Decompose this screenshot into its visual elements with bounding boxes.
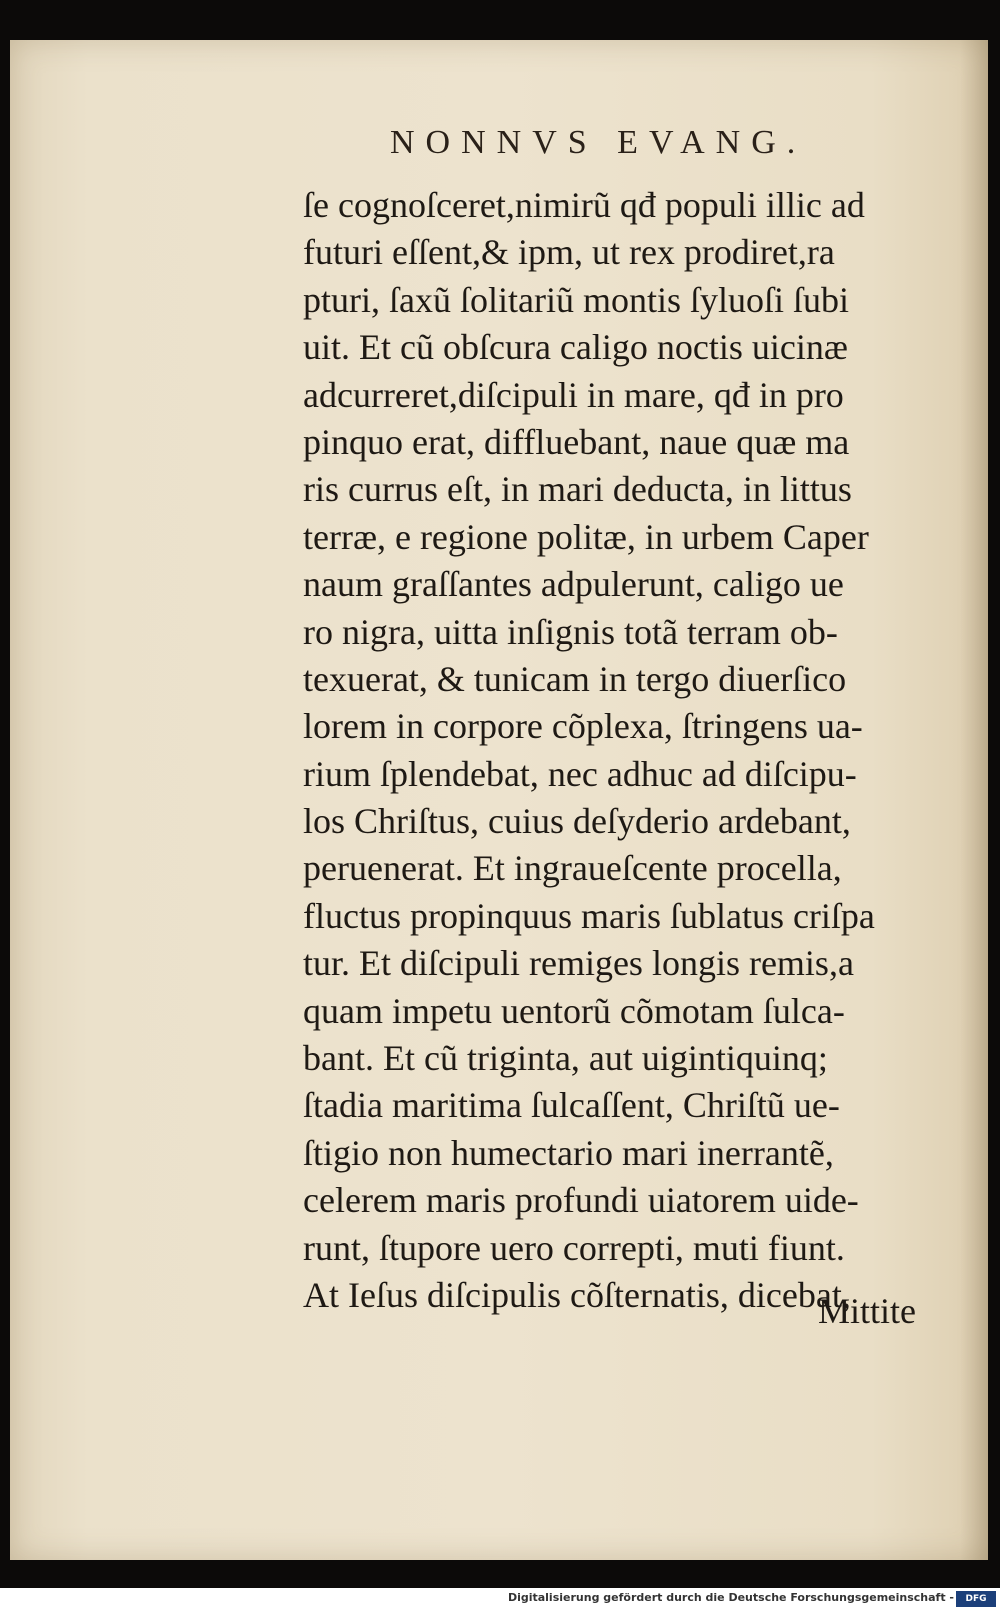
text-line: quam impetu uentorũ cõmotam ſulca- (303, 990, 845, 1031)
text-line: lorem in corpore cõplexa, ſtringens ua- (303, 706, 863, 747)
text-line: bant. Et cũ triginta, aut uigintiquinq; (303, 1038, 828, 1079)
text-line: ris currus eſt, in mari deducta, in littus (303, 469, 852, 510)
catchword: Mittite (818, 1291, 916, 1331)
text-line: celerem maris profundi uiatorem uide- (303, 1180, 859, 1221)
running-head: NONNVS EVANG. (390, 124, 807, 161)
page-edge-shadow (960, 40, 988, 1560)
text-line: futuri eſſent,& ipm, ut rex prodiret,ra (303, 232, 835, 273)
text-line: uit. Et cũ obſcura caligo noctis uicinæ (303, 327, 848, 368)
text-line: At Ieſus diſcipulis cõſternatis, dicebat, (303, 1274, 851, 1315)
dfg-logo: DFG (956, 1591, 996, 1607)
text-line: rium ſplendebat, nec adhuc ad diſcipu- (303, 753, 857, 794)
text-line: adcurreret,diſcipuli in mare, qđ in pro (303, 374, 844, 415)
text-line: tur. Et diſcipuli remiges longis remis,a (303, 943, 854, 984)
text-line: ſe cognoſceret,nimirũ qđ populi illic ad (303, 185, 865, 225)
text-line: runt, ſtupore uero correpti, muti fiunt. (303, 1227, 845, 1268)
text-line: los Chriſtus, cuius deſyderio ardebant, (303, 801, 851, 842)
text-line: fluctus propinquus maris ſublatus criſpa (303, 895, 875, 936)
text-line: ro nigra, uitta inſignis totã terram ob- (303, 611, 838, 652)
text-line: ſtadia maritima ſulcaſſent, Chriſtũ ue- (303, 1085, 840, 1126)
text-line: terræ, e regione politæ, in urbem Caper (303, 516, 869, 557)
funding-credit: Digitalisierung gefördert durch die Deutsche Forschungsgemeinschaft - (507, 1591, 954, 1604)
text-line: peruenerat. Et ingraueſcente procella, (303, 848, 842, 889)
text-line: ſtigio non humectario mari inerrantẽ, (303, 1132, 834, 1173)
text-line: naum graſſantes adpulerunt, caligo ue (303, 564, 844, 605)
text-line: texuerat, & tunicam in tergo diuerſico (303, 658, 847, 699)
body-text (303, 182, 953, 1319)
text-line: pturi, ſaxũ ſolitariũ montis ſyluoſi ſubi (303, 279, 849, 320)
text-line: pinquo erat, diffluebant, naue quæ ma (303, 421, 850, 462)
